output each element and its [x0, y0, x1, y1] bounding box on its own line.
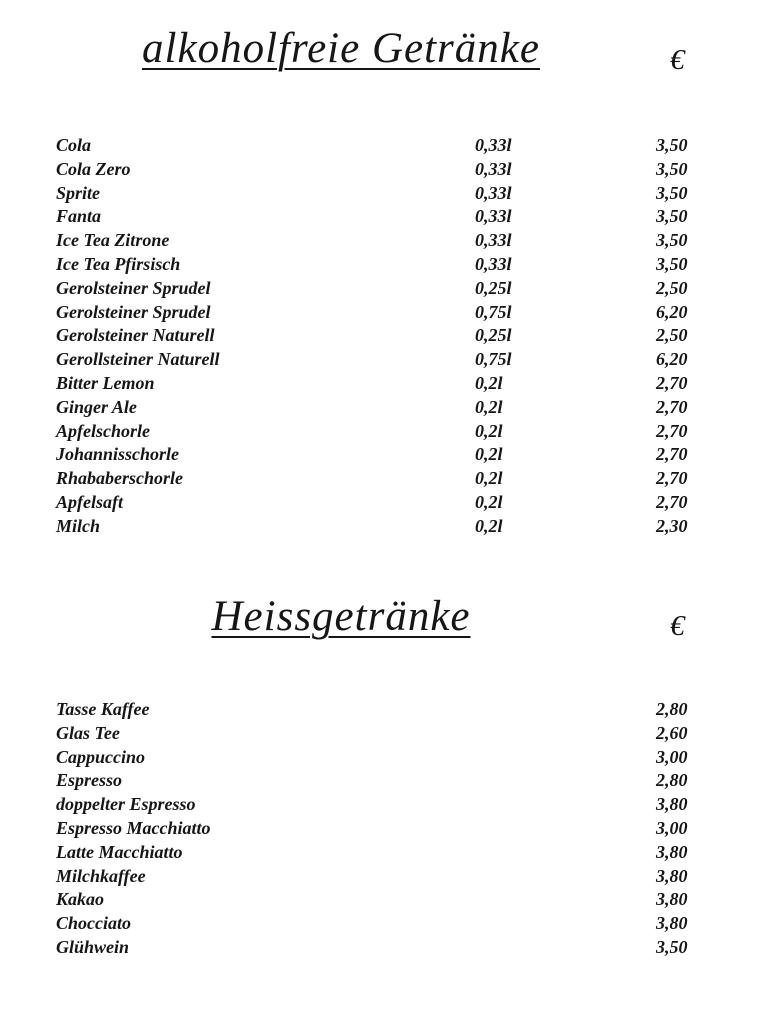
item-name: Ice Tea Pfirsisch — [56, 253, 181, 274]
item-name: Gerolsteiner Naturell — [56, 325, 215, 346]
item-name: Kakao — [56, 889, 105, 910]
menu-item-row — [0, 888, 768, 912]
menu-item-row — [0, 793, 768, 817]
item-price: 6,20 — [656, 349, 688, 370]
item-name: Sprite — [56, 182, 101, 203]
menu-item-row — [0, 936, 768, 960]
item-price: 3,50 — [656, 135, 688, 155]
item-price: 3,80 — [656, 841, 688, 862]
item-price: 2,30 — [656, 515, 688, 536]
item-size: 0,33l — [475, 158, 512, 179]
item-price: 3,00 — [656, 817, 688, 838]
item-price: 2,50 — [656, 325, 688, 346]
item-name: Chocciato — [56, 913, 131, 934]
item-price: 3,50 — [656, 936, 688, 957]
menu-item-row — [0, 912, 768, 936]
menu-item-row — [0, 205, 768, 229]
item-price: 6,20 — [656, 301, 688, 322]
item-size: 0,75l — [475, 301, 512, 322]
item-price: 3,50 — [656, 206, 688, 227]
item-size: 0,2l — [475, 420, 503, 441]
item-name: Cappuccino — [56, 746, 146, 767]
item-price: 3,80 — [656, 865, 688, 886]
item-size: 0,2l — [475, 491, 503, 512]
menu-item-row — [0, 324, 768, 348]
section-header — [0, 24, 682, 74]
item-size: 0,33l — [475, 253, 512, 274]
item-price: 3,50 — [656, 253, 688, 274]
item-price: 3,80 — [656, 889, 688, 910]
item-price: 2,70 — [656, 396, 688, 417]
menu-item-row — [0, 277, 768, 301]
item-name: Ginger Ale — [56, 396, 137, 417]
item-size: 0,33l — [475, 230, 512, 251]
currency-symbol: € — [670, 610, 685, 642]
item-price: 2,60 — [656, 722, 688, 743]
menu-items — [0, 134, 768, 539]
item-price: 2,70 — [656, 491, 688, 512]
item-name: Ice Tea Zitrone — [56, 230, 170, 251]
item-price: 2,80 — [656, 699, 688, 719]
item-size: 0,2l — [475, 515, 503, 536]
item-price: 3,50 — [656, 182, 688, 203]
item-size: 0,33l — [475, 206, 512, 227]
menu-items — [0, 698, 768, 960]
item-price: 3,80 — [656, 794, 688, 815]
menu-item-row — [0, 253, 768, 277]
menu-item-row — [0, 372, 768, 396]
item-price: 2,70 — [656, 444, 688, 465]
item-price: 2,70 — [656, 420, 688, 441]
item-price: 2,70 — [656, 468, 688, 489]
menu-item-row — [0, 746, 768, 770]
item-name: Milchkaffee — [56, 865, 146, 886]
item-size: 0,2l — [475, 372, 503, 393]
item-name: Bitter Lemon — [56, 372, 155, 393]
item-name: Espresso — [56, 770, 123, 791]
currency-symbol: € — [670, 44, 685, 76]
item-price: 3,50 — [656, 158, 688, 179]
menu-item-row — [0, 841, 768, 865]
item-name: Gerollsteiner Naturell — [56, 349, 220, 370]
menu-item-row — [0, 515, 768, 539]
item-price: 2,80 — [656, 770, 688, 791]
menu-item-row — [0, 348, 768, 372]
menu-item-row — [0, 722, 768, 746]
item-name: Espresso Macchiatto — [56, 817, 211, 838]
item-size: 0,33l — [475, 135, 512, 155]
item-price: 2,50 — [656, 277, 688, 298]
item-name: Cola — [56, 135, 92, 155]
menu-item-row — [0, 301, 768, 325]
item-price: 2,70 — [656, 372, 688, 393]
menu-item-row — [0, 467, 768, 491]
item-size: 0,25l — [475, 277, 512, 298]
section-header — [0, 592, 682, 642]
menu-item-row — [0, 396, 768, 420]
item-size: 0,25l — [475, 325, 512, 346]
item-price: 3,80 — [656, 913, 688, 934]
item-size: 0,2l — [475, 396, 503, 417]
item-size: 0,33l — [475, 182, 512, 203]
item-name: Milch — [56, 515, 101, 536]
item-price: 3,50 — [656, 230, 688, 251]
menu-item-row — [0, 698, 768, 722]
item-name: Gerolsteiner Sprudel — [56, 301, 211, 322]
item-size: 0,2l — [475, 468, 503, 489]
menu-item-row — [0, 443, 768, 467]
item-name: Gerolsteiner Sprudel — [56, 277, 211, 298]
menu-item-row — [0, 769, 768, 793]
section-title: Heissgetränke — [211, 593, 471, 640]
item-size: 0,75l — [475, 349, 512, 370]
item-name: Cola Zero — [56, 158, 131, 179]
item-name: Rhababerschorle — [56, 468, 184, 489]
item-name: doppelter Espresso — [56, 794, 196, 815]
menu-item-row — [0, 491, 768, 515]
item-name: Apfelschorle — [56, 420, 150, 441]
menu-item-row — [0, 229, 768, 253]
item-price: 3,00 — [656, 746, 688, 767]
item-name: Glas Tee — [56, 722, 120, 743]
section-title: alkoholfreie Getränke — [142, 25, 540, 72]
item-name: Apfelsaft — [56, 491, 123, 512]
item-name: Johannisschorle — [56, 444, 180, 465]
menu-item-row — [0, 158, 768, 182]
menu-item-row — [0, 182, 768, 206]
item-name: Tasse Kaffee — [56, 699, 150, 719]
item-name: Latte Macchiatto — [56, 841, 183, 862]
item-name: Glühwein — [56, 936, 130, 957]
menu-item-row — [0, 420, 768, 444]
menu-item-row — [0, 817, 768, 841]
item-size: 0,2l — [475, 444, 503, 465]
menu-item-row — [0, 134, 768, 158]
item-name: Fanta — [56, 206, 102, 227]
menu-item-row — [0, 865, 768, 889]
